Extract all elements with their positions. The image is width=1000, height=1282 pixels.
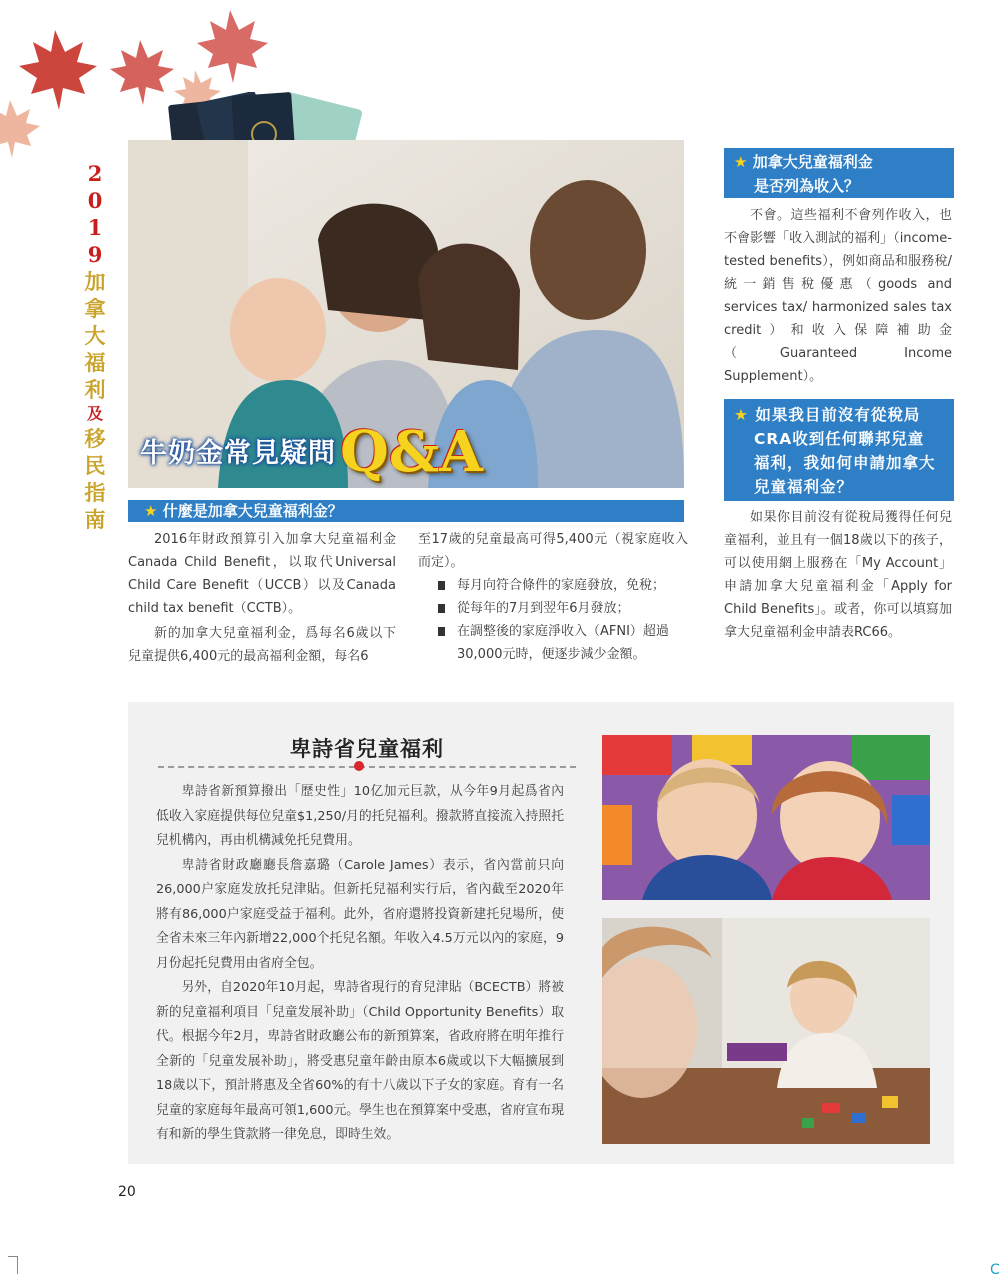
hero-title-text: 牛奶金常見疑問 xyxy=(140,438,336,469)
question-heading-3 xyxy=(724,399,954,501)
question-heading-2-line1: 加拿大兒童福利金 xyxy=(752,153,873,171)
divider-dot xyxy=(354,761,364,771)
star-icon: ★ xyxy=(734,153,748,171)
paragraph: 如果你目前沒有從稅局獲得任何兒童福利，並且有一個18歲以下的孩子，可以使用網上服務在「My Account」申請加拿大兒童福利金「Apply for Child Benefits」。或者，你可以填寫加拿大兒童福利金申請表RC66。 xyxy=(724,510,952,640)
side-title-char: 0 xyxy=(87,188,103,213)
question-heading-3-line2: CRA收到任何聯邦兒童 xyxy=(754,430,925,448)
side-title-char: 福 xyxy=(84,350,106,375)
side-title-char: 南 xyxy=(84,507,106,532)
list-item-text: 每月向符合條件的家庭發放，免稅； xyxy=(457,578,666,593)
section1-column1 xyxy=(128,528,396,668)
question-heading-3-line1: 如果我目前沒有從稅局 xyxy=(755,406,921,424)
star-icon: ★ xyxy=(144,502,158,520)
section3-body xyxy=(724,506,952,644)
list-item-text: 從每年的7月到翌年6月發放； xyxy=(457,601,630,616)
crop-mark xyxy=(8,1256,18,1274)
question-heading-3-line3: 福利，我如何申請加拿大 xyxy=(754,454,936,472)
section2-body xyxy=(724,204,952,388)
list-item-text: 在調整後的家庭淨收入（AFNI）超過30,000元時，便逐步減少金額。 xyxy=(457,624,669,662)
side-title-char: 2 xyxy=(87,161,103,186)
question-heading-1 xyxy=(128,500,684,522)
side-title xyxy=(80,160,110,533)
side-title-char: 及 xyxy=(86,404,103,423)
section1-column2 xyxy=(418,528,688,666)
side-title-char: 移 xyxy=(84,426,106,451)
hero-qa-text: Q&A xyxy=(340,419,483,485)
paragraph: 卑詩省新預算撥出「歷史性」10亿加元巨款，从今年9月起爲省內低收入家庭提供每位兒童$1,250/月的托兒福利。撥款將直接流入持照托兒机構內，再由机構減免托兒費用。 xyxy=(156,784,564,848)
paragraph: 2016年財政預算引入加拿大兒童福利金Canada Child Benefit，以取代Universal Child Care Benefit（UCCB）以及Canada child tax benefit（CCTB）。 xyxy=(128,532,396,616)
list-item xyxy=(418,574,688,597)
side-title-char: 1 xyxy=(87,215,103,240)
question-heading-1-text: 什麼是加拿大兒童福利金？ xyxy=(162,502,343,520)
paragraph: 新的加拿大兒童福利金，爲每名6歲以下兒童提供6,400元的最高福利金額，每名6 xyxy=(128,626,396,664)
paragraph: 另外，自2020年10月起，卑詩省現行的育兒津貼（BCECTB）將被新的兒童福利項目「兒童发展补助」（Child Opportunity Benefits）取代。根据今年2月，卑詩省財政廳公布的新預算案，省政府將在明年推行全新的「兒童发展补助」，將受惠兒童年齡由原本6歲或以下大幅擴展到18歲以下，預計將惠及全省60%的有十八歲以下子女的家庭。育有一名兒童的家庭每年最高可領1,600元。學生也在預算案中受惠，省府宣布現有和新的學生貸款將一律免息，即時生效。 xyxy=(156,980,564,1142)
question-heading-2-line2: 是否列為收入？ xyxy=(754,177,860,195)
star-icon: ★ xyxy=(734,406,749,424)
side-title-char: 民 xyxy=(84,453,106,478)
paragraph: 至17歲的兒童最高可得5,400元（視家庭收入而定）。 xyxy=(418,532,688,570)
bullet-icon xyxy=(438,604,445,613)
children-smiling-photo xyxy=(602,735,930,900)
question-heading-3-line4: 兒童福利金？ xyxy=(754,478,854,496)
list-item xyxy=(418,620,688,666)
divider xyxy=(158,766,576,768)
bullet-icon xyxy=(438,581,445,590)
question-heading-2 xyxy=(724,148,954,198)
panel-title: 卑詩省兒童福利 xyxy=(290,737,444,761)
hero-title xyxy=(140,419,483,485)
list-item xyxy=(418,597,688,620)
child-playing-blocks-photo xyxy=(602,918,930,1144)
side-title-char: 指 xyxy=(84,480,106,505)
bc-panel-body xyxy=(156,780,564,1148)
page-number: 20 xyxy=(118,1184,136,1200)
side-title-char: 利 xyxy=(84,377,106,402)
paragraph: 卑詩省財政廳廳長詹嘉璐（Carole James）表示，省內當前只向26,000户家庭发放托兒津貼。但新托兒福利实行后，省內截至2020年將有86,000户家庭受益于福利。此外，省府還將投資新建托兒場所，使全省未來三年內新增22,000个托兒名額。年收入4.5万元以內的家庭，9月份起托兒費用由省府全包。 xyxy=(156,857,564,971)
bullet-icon xyxy=(438,627,445,636)
side-title-char: 拿 xyxy=(84,296,106,321)
side-title-char: 大 xyxy=(84,323,106,348)
corner-glyph: C xyxy=(990,1262,1000,1278)
paragraph: 不會。這些福利不會列作收入，也不會影響「收入測試的福利」（income-tested benefits），例如商品和服務稅/統一銷售稅優惠（goods and services tax/ harmonized sales tax credit）和收入保障補助金（Guaranteed Income Supplement）。 xyxy=(724,208,952,384)
side-title-char: 加 xyxy=(84,269,106,294)
side-title-char: 9 xyxy=(87,242,103,267)
